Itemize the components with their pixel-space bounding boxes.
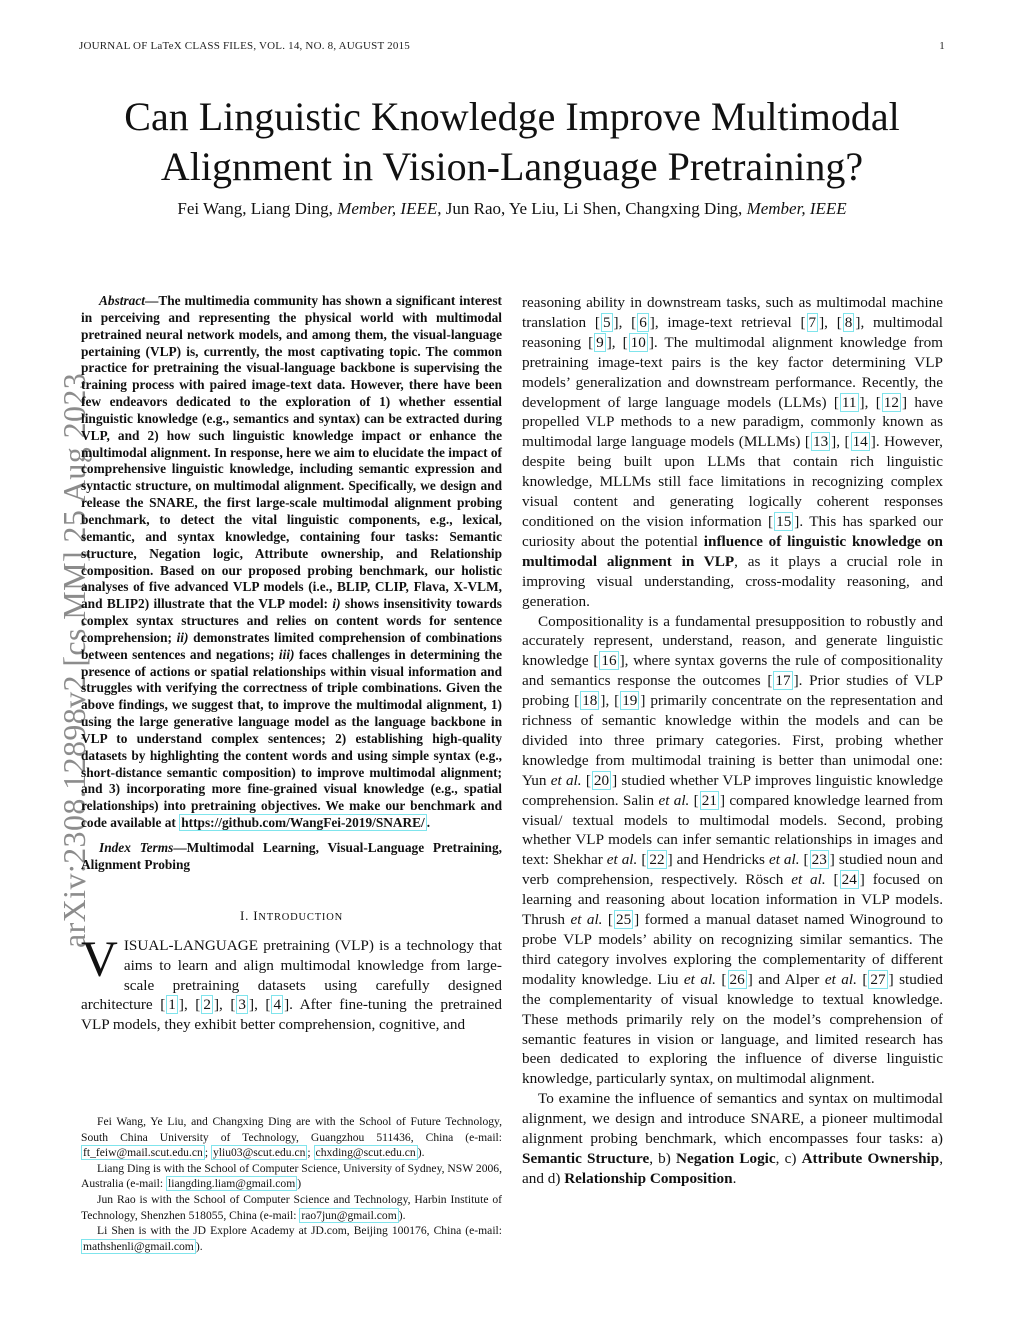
- intro-text: . After fine-tuning the pretrained VLP models, they exhibit better comprehension, cognitive, and: [81, 996, 502, 1034]
- journal-line: JOURNAL OF LaTeX CLASS FILES, VOL. 14, NO. 8, AUGUST 2015: [79, 40, 410, 52]
- footnote-text: Liang Ding is with the School of Computer Science, University of Sydney, NSW 2006, Australia (e-mail:: [81, 1161, 502, 1191]
- citation-link[interactable]: 11: [841, 393, 857, 411]
- body-text: , where syntax governs the rule of compositionality and semantics response the outcomes: [522, 652, 943, 690]
- footnote: [81, 1161, 502, 1192]
- intro-paragraph: VISUAL-LANGUAGE pretraining (VLP) is a technology that aims to learn and align multimodal knowledge from large-scale pretraining datasets using carefully designed architecture [ 1 ], [ 2 ], [ 3 ], [ 4 ]. After fine-tuning the pretrained VLP models, they exhibit better comprehension, cognitive, and: [81, 931, 502, 1034]
- task-name: Semantic Structure: [522, 1149, 650, 1167]
- email-link[interactable]: rao7jun@gmail.com: [301, 1208, 397, 1222]
- et-al: et al.: [768, 851, 800, 869]
- citation-link[interactable]: 4: [273, 996, 282, 1014]
- citation-link[interactable]: 20: [593, 771, 610, 789]
- email-link[interactable]: yliu03@scut.edu.cn: [212, 1146, 306, 1160]
- citation-link[interactable]: 18: [582, 692, 598, 710]
- footnote-text: Fei Wang, Ye Liu, and Changxing Ding are with the School of Future Technology, South China University of Technology, Guangzhou 511436, China (e-mail:: [81, 1115, 502, 1144]
- citation-link[interactable]: 19: [622, 692, 638, 710]
- citation-link[interactable]: 24: [841, 871, 857, 889]
- et-al: et al.: [683, 970, 716, 988]
- citation-link[interactable]: 13: [812, 433, 829, 451]
- email-link[interactable]: liangding.liam@gmail.com: [168, 1177, 296, 1191]
- title-line-1: Can Linguistic Knowledge Improve Multimodal: [124, 94, 900, 139]
- footnote-text: ): [297, 1177, 302, 1191]
- citation-link[interactable]: 22: [649, 851, 665, 869]
- section-number: I.: [239, 907, 254, 923]
- footnote: Fei Wang, Ye Liu, and Changxing Ding are with the School of Future Technology, South China University of Technology, Guangzhou 511436, China (e-mail: ft_feiw@mail.scut.edu.cn ; yliu03@scut.edu.cn ; chxding@scut.edu.cn ).: [81, 1115, 502, 1160]
- body-text: reasoning ability in downstream tasks, such as multimodal machine translation: [522, 294, 943, 331]
- citation-link[interactable]: 17: [775, 672, 791, 690]
- task-name: Relationship Composition: [564, 1169, 733, 1187]
- abstract-text: shows insensitivity towards complex syntax structures and relies on content words for sentence comprehension;: [81, 596, 502, 645]
- arxiv-stamp: arXiv:2308.12898v2 [cs.MM] 25 Aug 2023: [56, 372, 92, 948]
- body-text: .: [732, 1169, 737, 1187]
- right-column: [522, 293, 943, 1189]
- paragraph-continuation: reasoning ability in downstream tasks, such as multimodal machine translation [ 5 ], [ 6 ], image-text retrieval [ 7 ], [ 8 ], multimodal reasoning [ 9 ], [ 10 ]. The multimodal alignment knowledge from pretraining image-text pairs is the key factor determining VLP models’ generalization and downstream performance. Recently, the development of large language models (LLMs) [ 11 ], [ 12 ] have propelled VLP methods to a new paradigm, commonly known as multimodal large language models (MLLMs) [ 13 ], [ 14 ]. However, despite being built upon LLMs that contain rich linguistic knowledge, MLLMs still face limitations in recognizing complex visual content and generating logically coherent responses conditioned on the vision information [ 15 ]. This has sparked our curiosity about the potential influence of linguistic knowledge on multimodal alignment in VLP, as it plays a crucial role in improving visual understanding, cross-modality reasoning, and generation.: [522, 294, 944, 610]
- et-al: et al.: [658, 791, 690, 809]
- citation-link[interactable]: 23: [811, 851, 827, 869]
- citation-link[interactable]: 12: [883, 393, 899, 411]
- footnotes: [81, 1114, 502, 1254]
- citation-link[interactable]: 1: [168, 996, 176, 1014]
- citation-link[interactable]: 7: [808, 313, 817, 331]
- citation-link[interactable]: 3: [238, 996, 247, 1014]
- emphasis-text: influence of linguistic knowledge on multimodal alignment in VLP: [522, 532, 943, 570]
- body-text: and Alper: [752, 970, 825, 988]
- footnote: [81, 1192, 502, 1223]
- footnote-text: ).: [195, 1239, 203, 1253]
- abstract-lead: Abstract: [99, 293, 145, 308]
- section-cap: I: [253, 907, 259, 923]
- body-text: studied the complementarity of visual knowledge to textual knowledge. These methods primarily rely on the model’s comprehension of semantic features in vision or language, and limited research has been dedicated to exploring the influence of diverse linguistic knowledge, particularly syntax, on multimodal alignment.: [522, 970, 943, 1088]
- footnote-text: ).: [398, 1208, 406, 1222]
- title-line-2: Alignment in Vision-Language Pretraining?: [160, 144, 864, 189]
- citation-link[interactable]: 8: [844, 313, 853, 331]
- body-text: compared knowledge learned from visual/ textual models to multimodal models. Second, probing whether VLP models can infer semantic relationships in images and text: Shekhar: [522, 791, 944, 869]
- body-text: have propelled VLP methods to a new paradigm, commonly known as multimodal large language models (MLLMs): [522, 393, 943, 451]
- body-text: and Hendricks: [672, 851, 769, 869]
- task-name: Attribute Ownership: [801, 1149, 940, 1167]
- abstract: [81, 293, 502, 832]
- left-column: [81, 293, 502, 1035]
- citation-link[interactable]: 27: [870, 970, 886, 988]
- body-text: , as it plays a crucial role in improving visual understanding, cross-modality reasoning, and generation.: [522, 552, 943, 610]
- citation-link[interactable]: 25: [615, 911, 632, 929]
- running-head: [79, 40, 945, 52]
- footnote-text: Jun Rao is with the School of Computer Science and Technology, Harbin Institute of Technology, Shenzhen 518055, China (e-mail:: [81, 1192, 502, 1222]
- citation-link[interactable]: 9: [596, 333, 604, 351]
- body-text: To examine the influence of semantics and syntax on multimodal alignment, we design and introduce SNARE, a pioneer multimodal alignment probing benchmark, which encompasses four tasks: a): [522, 1090, 943, 1148]
- citation-link[interactable]: 21: [701, 791, 717, 809]
- author-list: [40, 199, 984, 219]
- abstract-enum: iii): [278, 646, 295, 662]
- footnote-text: Li Shen is with the JD Explore Academy at JD.com, Beijing 100176, China (e-mail:: [97, 1224, 502, 1238]
- intro-text: ISUAL-LANGUAGE pretraining (VLP) is a technology that aims to learn and align multimodal knowledge from large-scale pretraining datasets using carefully designed architecture: [81, 936, 502, 1014]
- footnote: [81, 1223, 502, 1254]
- email-link[interactable]: ft_feiw@mail.scut.edu.cn: [83, 1146, 203, 1160]
- body-text: . This has sparked our curiosity about the potential: [522, 512, 944, 550]
- body-text: , c): [775, 1149, 802, 1167]
- body-text: , b): [649, 1149, 676, 1167]
- index-terms: [81, 840, 502, 874]
- member-tag: Member, IEEE: [746, 199, 847, 218]
- paragraph-snare: [522, 1089, 943, 1189]
- index-terms-text: —Multimodal Learning, Visual-Language Pretraining, Alignment Probing: [81, 840, 502, 872]
- citation-link[interactable]: 5: [602, 313, 611, 331]
- footnote-text: ).: [417, 1146, 425, 1160]
- body-text: primarily concentrate on the representation and richness of semantic knowledge within the models and can be divided into three primary categories. First, probing whether knowledge from multimodal training is better than unimodal one: Yun: [522, 692, 943, 789]
- et-al: et al.: [791, 871, 826, 889]
- body-text: formed a manual dataset named Winoground to probe VLP models’ ability on recognizing similar semantics. The third category involves exploring the complementarity of different modality knowledge. Liu: [522, 911, 943, 988]
- authors-part-2: , Jun Rao, Ye Liu, Li Shen, Changxing Ding,: [437, 199, 747, 218]
- citation-link[interactable]: 26: [729, 970, 745, 988]
- citation-link[interactable]: 16: [601, 652, 617, 670]
- task-name: Negation Logic: [675, 1149, 776, 1167]
- body-text: . However, despite being built upon LLMs that contain rich linguistic knowledge, MLLMs still face limitations in recognizing complex visual content and generating logically coherent responses conditioned on the vision information: [522, 433, 943, 530]
- abstract-enum: i): [332, 596, 341, 612]
- body-text: . Prior studies of VLP probing: [522, 672, 943, 710]
- et-al: et al.: [824, 970, 857, 988]
- body-text: studied whether VLP improves linguistic knowledge comprehension. Salin: [522, 771, 943, 809]
- citation-link[interactable]: 10: [630, 333, 646, 351]
- authors-part-1: Fei Wang, Liang Ding,: [177, 199, 338, 218]
- body-text: focused on learning and reasoning about location information in VLP models. Thrush: [522, 871, 944, 929]
- body-text: Compositionality is a fundamental presupposition to robustly and accurately represent, understand, reason, and generate linguistic knowledge: [522, 612, 943, 670]
- body-text: , multimodal reasoning: [522, 313, 944, 351]
- email-link[interactable]: chxding@scut.edu.cn: [315, 1146, 416, 1160]
- abstract-text: .: [426, 815, 431, 831]
- github-link[interactable]: https://github.com/WangFei-2019/SNARE/: [181, 815, 425, 831]
- body-text: . The multimodal alignment knowledge from pretraining image-text pairs is the key factor determining VLP models’ generalization and downstream performance. Recently, the development of large language models (LLMs): [522, 333, 943, 411]
- citation-link[interactable]: 14: [852, 433, 868, 451]
- citation-link[interactable]: 15: [776, 512, 792, 530]
- section-heading-introduction: [81, 908, 502, 924]
- drop-cap: V: [81, 931, 118, 988]
- section-smallcaps: NTRODUCTION: [258, 911, 343, 923]
- paragraph-compositionality: Compositionality is a fundamental presupposition to robustly and accurately represent, understand, reason, and generate linguistic knowledge [ 16 ], where syntax governs the rule of compositionality and semantics response the outcomes [ 17 ]. Prior studies of VLP probing [ 18 ], [ 19 ] primarily concentrate on the representation and richness of semantic knowledge within the models and can be divided into three primary categories. First, probing whether knowledge from multimodal training is better than unimodal one: Yun et al. [ 20 ] studied whether VLP improves linguistic knowledge comprehension. Salin et al. [ 21 ] compared knowledge learned from visual/ textual models to multimodal models. Second, probing whether VLP models can infer semantic relationships in images and text: Shekhar et al. [ 22 ] and Hendricks et al. [ 23 ] studied noun and verb comprehension, respectively. Rösch et al. [ 24 ] focused on learning and reasoning about location information in VLP models. Thrush et al. [ 25 ] formed a manual dataset named Winoground to probe VLP models’ ability on recognizing similar semantics. The third category involves exploring the complementarity of different modality knowledge. Liu et al. [ 26 ] and Alper et al. [ 27 ] studied the complementarity of visual knowledge to textual knowledge. These methods primarily rely on the model’s comprehension of semantic features in vision or language, and limited research has been dedicated to exploring the influence of diverse linguistic knowledge, particularly syntax, on multimodal alignment.: [522, 612, 944, 1088]
- et-al: et al.: [550, 771, 582, 789]
- abstract-enum: ii): [176, 629, 189, 645]
- body-text: , and d): [522, 1149, 943, 1187]
- citation-link[interactable]: 2: [203, 996, 211, 1014]
- abstract-text: faces challenges in determining the presence of actions or spatial relationships within visual information and struggles with verifying the correctness of triple combinations. Given the above findings, we suggest that, to improve the multimodal alignment, 1) using the large generative language model as the language backbone in VLP to understand complex sentences; 2) establishing high-quality datasets by highlighting the content words and using simple syntax (e.g., short-distance semantic composition) to improve multimodal alignment; and 3) incorporating more fine-grained visual knowledge (e.g., spatial relationships) into pretraining objectives. We make our benchmark and code available at: [81, 646, 502, 831]
- abstract-text: —The multimedia community has shown a significant interest in perceiving and representing the physical world with multimodal pretrained neural network models, and among them, the visual-language pertaining (VLP) is, currently, the most captivating topic. The common practice for pretraining the visual-language backbone is supervising the training process with paired image-text data. However, there have been few endeavors dedicated to the exploration of 1) whether essential linguistic knowledge (e.g., semantics and syntax) can be extracted during VLP, and 2) how such linguistic knowledge impact or enhance the multimodal alignment. In response, here we aim to elucidate the impact of comprehensive linguistic knowledge, including semantic expression and syntactic structure, on multimodal alignment. Specifically, we design and release the SNARE, the first large-scale multimodal alignment probing benchmark, to detect the vital linguistic components, e.g., lexical, semantic, and syntax knowledge, containing four tasks: Semantic structure, Negation logic, Attribute ownership, and Relationship composition. Based on our proposed probing benchmark, our holistic analyses of five advanced VLP models (i.e., BLIP, CLIP, Flava, X-VLM, and BLIP2) illustrate that the VLP model:: [81, 293, 502, 612]
- page-number: 1: [939, 40, 945, 52]
- citation-link[interactable]: 6: [639, 313, 647, 331]
- body-text: , image-text retrieval: [654, 313, 801, 331]
- email-link[interactable]: mathshenli@gmail.com: [83, 1239, 194, 1253]
- member-tag: Member, IEEE: [337, 199, 438, 218]
- body-text: studied noun and verb comprehension, respectively. Rösch: [522, 851, 944, 889]
- paper-title: [40, 92, 984, 192]
- et-al: et al.: [570, 911, 603, 929]
- index-terms-lead: Index Terms: [99, 840, 174, 855]
- abstract-text: demonstrates limited comprehension of combinations between sentences and negations;: [81, 629, 502, 662]
- et-al: et al.: [606, 851, 638, 869]
